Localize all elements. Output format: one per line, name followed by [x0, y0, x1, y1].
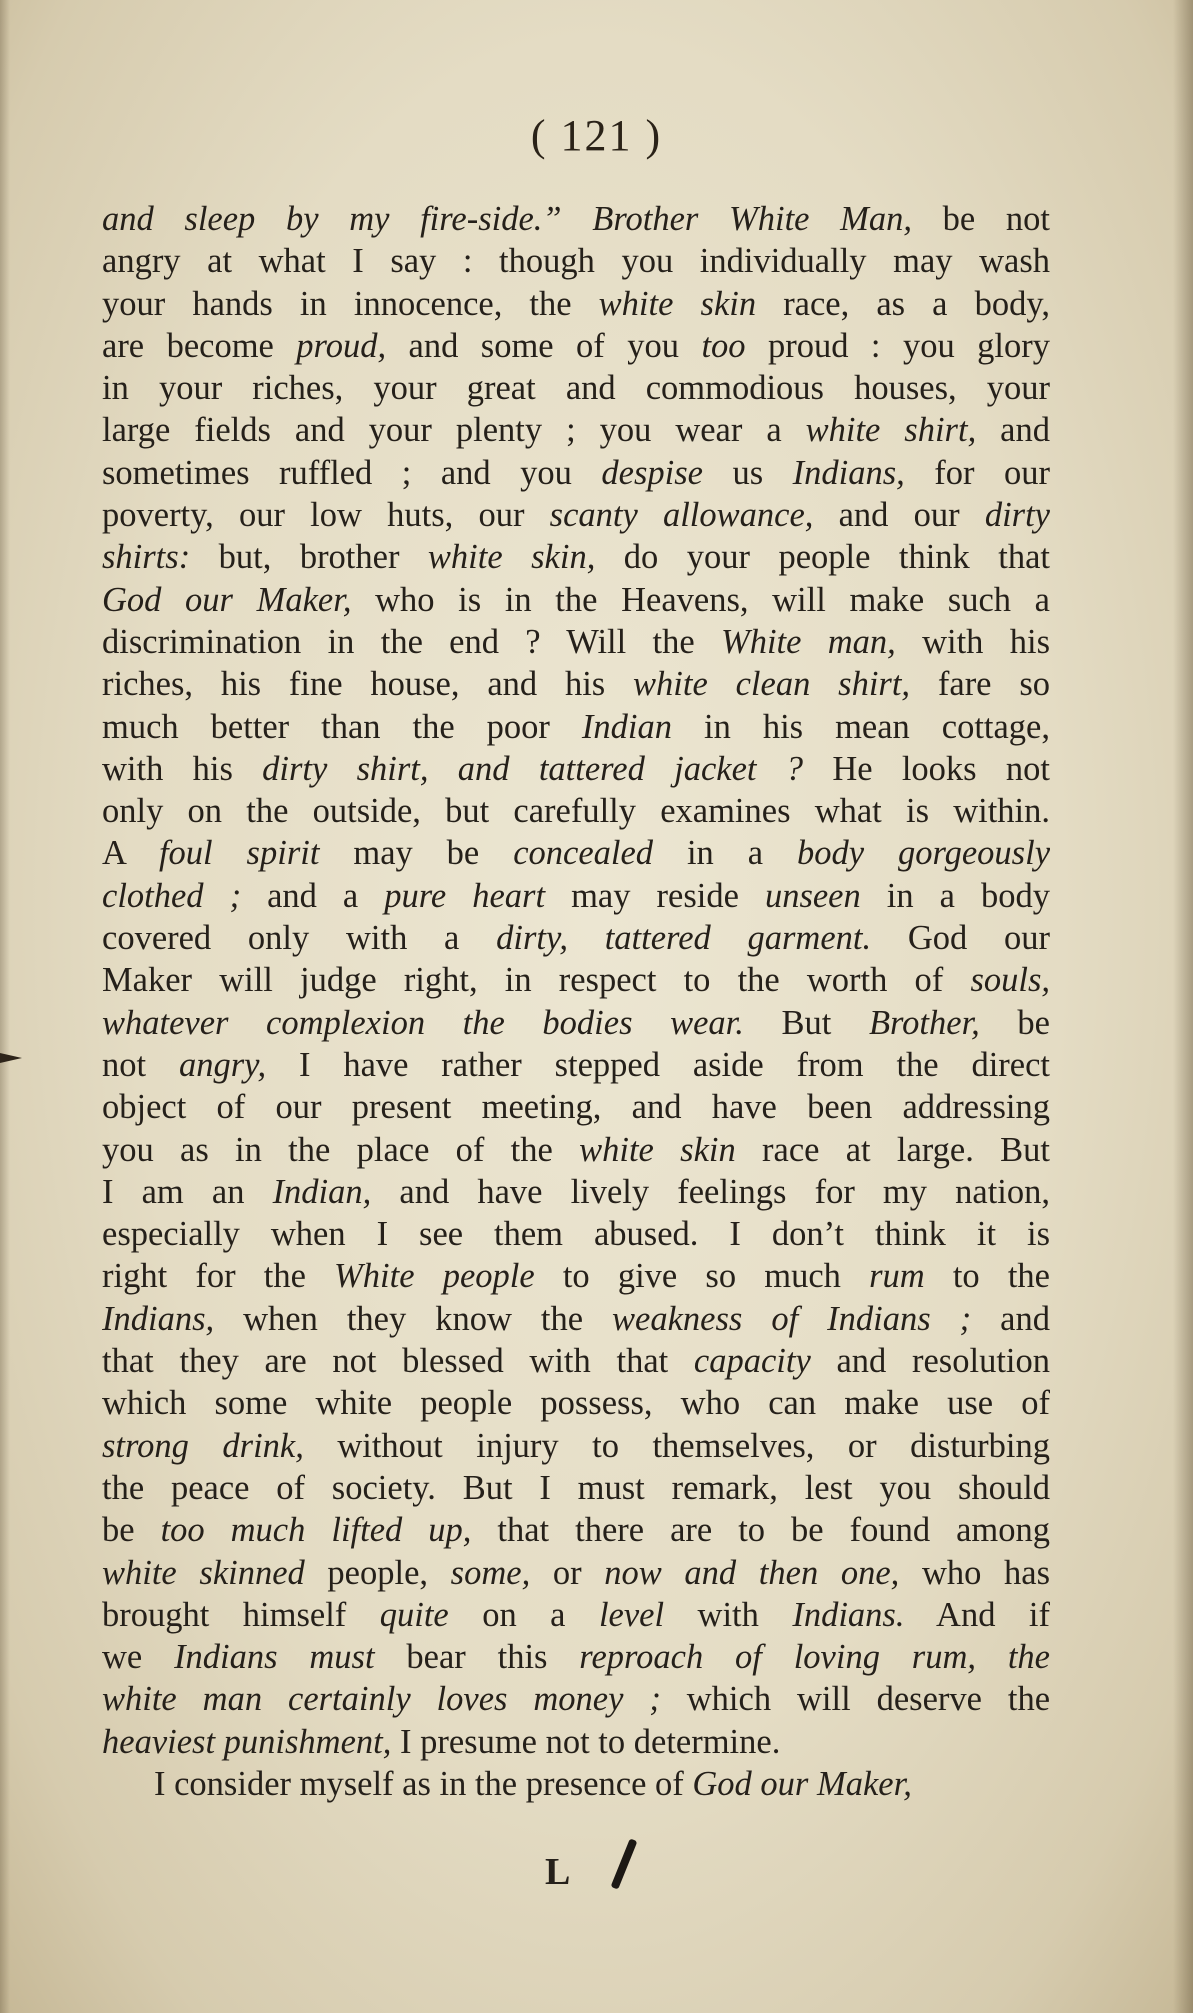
text-line	[102, 198, 1050, 240]
text-run: in your riches, your great and commodious houses, your	[102, 369, 1050, 408]
text-line	[102, 621, 1050, 663]
text-run: right for the	[102, 1257, 335, 1296]
text-run: discrimination in the end ? Will the	[102, 622, 721, 661]
italic-text: weakness of Indians ;	[612, 1299, 972, 1338]
text-line	[102, 1467, 1050, 1509]
text-line	[102, 1509, 1050, 1551]
text-line	[102, 1425, 1050, 1467]
text-run: be	[979, 1003, 1050, 1042]
italic-text: White people	[334, 1257, 535, 1296]
text-run: to the	[924, 1257, 1050, 1296]
text-run: brought himself	[102, 1595, 380, 1634]
text-run: in his mean cottage,	[672, 707, 1050, 746]
text-run: be	[102, 1511, 161, 1550]
page-right-shadow	[1173, 0, 1193, 2013]
text-run: people,	[304, 1553, 451, 1592]
italic-text: dirty shirt, and tattered jacket ?	[262, 749, 804, 788]
italic-text: quite	[379, 1595, 449, 1634]
text-line	[102, 1382, 1050, 1424]
text-run: to give so much	[534, 1257, 870, 1296]
text-run: riches, his fine house, and his	[102, 665, 634, 704]
text-line	[102, 1721, 1050, 1763]
text-run: especially when I see them abused. I don’t think it is	[102, 1215, 1050, 1254]
text-run: the peace of society. But I must remark, lest you should	[102, 1468, 1050, 1507]
text-run: bear this	[374, 1638, 580, 1677]
italic-text: unseen	[764, 876, 861, 915]
text-run: do your people think that	[595, 538, 1050, 577]
text-run: object of our present meeting, and have been addressing	[102, 1088, 1050, 1127]
text-line	[102, 409, 1050, 451]
text-line	[102, 1763, 1050, 1805]
italic-text: white man certainly loves money ;	[102, 1680, 661, 1719]
italic-text: souls,	[970, 961, 1050, 1000]
text-run: and our	[813, 496, 985, 535]
text-run: fare so	[910, 665, 1050, 704]
text-run: angry at what I say : though you individually may wash	[102, 242, 1050, 281]
text-run: that there are to be found among	[471, 1511, 1050, 1550]
text-run: on a	[448, 1595, 599, 1634]
italic-text: concealed	[513, 834, 654, 873]
text-line	[102, 1129, 1050, 1171]
italic-text: Indians.	[792, 1595, 905, 1634]
page-left-shadow	[0, 0, 10, 2013]
text-run: when they know the	[214, 1299, 613, 1338]
text-run: only on the outside, but carefully examines what is within.	[102, 792, 1050, 831]
text-line	[102, 283, 1050, 325]
italic-text: pure heart	[384, 876, 546, 915]
italic-text: Indians,	[792, 453, 905, 492]
text-line	[102, 1636, 1050, 1678]
text-run: God our	[871, 919, 1050, 958]
text-run: I consider myself as in the presence of	[154, 1764, 693, 1803]
text-run: and	[976, 411, 1050, 450]
text-line	[102, 1171, 1050, 1213]
text-line	[102, 1552, 1050, 1594]
text-run: your hands in innocence, the	[102, 284, 599, 323]
ink-stroke	[611, 1838, 638, 1889]
text-run: much better than the poor	[102, 707, 582, 746]
text-run: with his	[102, 749, 263, 788]
text-run: and have lively feelings for my nation,	[371, 1172, 1050, 1211]
italic-text: now and then one,	[604, 1553, 900, 1592]
italic-text: level	[598, 1595, 665, 1634]
text-line	[102, 1340, 1050, 1382]
page-number: ( 121 )	[530, 111, 663, 160]
text-run: which will deserve the	[660, 1680, 1050, 1719]
text-run: not	[102, 1045, 179, 1084]
text-run: sometimes ruffled ; and you	[102, 453, 602, 492]
italic-text: scanty allowance,	[549, 496, 814, 535]
text-run: we	[102, 1638, 175, 1677]
text-line	[102, 663, 1050, 705]
text-run: that they are not blessed with that	[102, 1342, 694, 1381]
text-run: But	[743, 1003, 869, 1042]
italic-text: rum	[869, 1257, 925, 1296]
text-line	[102, 367, 1050, 409]
text-run: in a body	[860, 876, 1050, 915]
italic-text: white skinned	[102, 1553, 305, 1592]
text-run: or	[530, 1553, 605, 1592]
italic-text: Indian,	[272, 1172, 372, 1211]
text-run: for our	[904, 453, 1050, 492]
text-run: may be	[319, 834, 514, 873]
italic-text: strong drink,	[102, 1426, 304, 1465]
text-run: poverty, our low huts, our	[102, 496, 550, 535]
text-line	[102, 240, 1050, 282]
italic-text: reproach of loving rum, the	[579, 1638, 1050, 1677]
text-run: are become	[102, 326, 297, 365]
italic-text: whatever complexion the bodies wear.	[102, 1003, 744, 1042]
italic-text: body gorgeously	[796, 834, 1050, 873]
text-run: be not	[912, 200, 1050, 238]
italic-text: shirts:	[102, 538, 191, 577]
text-run: covered only with a	[102, 919, 497, 958]
text-line	[102, 1044, 1050, 1086]
text-run: Maker will judge right, in respect to the worth of	[102, 961, 971, 1000]
text-run: may reside	[545, 876, 765, 915]
italic-text: white skin	[579, 1130, 736, 1169]
text-run: I have rather stepped aside from the direct	[266, 1045, 1050, 1084]
text-run: large fields and your plenty ; you wear a	[102, 411, 806, 450]
text-run: proud : you glory	[745, 326, 1050, 365]
text-line	[102, 325, 1050, 367]
text-line	[102, 1002, 1050, 1044]
text-run: us	[703, 453, 793, 492]
text-run: A	[102, 834, 159, 873]
text-run: I am an	[102, 1172, 273, 1211]
text-line	[102, 1594, 1050, 1636]
text-run: and a	[241, 876, 385, 915]
signature-mark: L	[545, 1851, 571, 1893]
italic-text: angry,	[178, 1045, 267, 1084]
text-run: and resolution	[810, 1342, 1050, 1381]
italic-text: Indians,	[102, 1299, 215, 1338]
text-run: but, brother	[190, 538, 428, 577]
italic-text: proud,	[296, 326, 387, 365]
text-run: and	[971, 1299, 1050, 1338]
text-line	[102, 1086, 1050, 1128]
italic-text: heaviest punishment,	[102, 1722, 392, 1761]
text-run: And if	[904, 1595, 1050, 1634]
text-run: which some white people possess, who can make use of	[102, 1384, 1050, 1423]
text-line	[102, 748, 1050, 790]
italic-text: Indians must	[174, 1638, 375, 1677]
italic-text: God our Maker,	[102, 580, 352, 619]
italic-text: foul spirit	[158, 834, 320, 873]
text-run: who is in the Heavens, will make such a	[351, 580, 1050, 619]
text-line	[102, 1678, 1050, 1720]
text-run: and some of you	[386, 326, 702, 365]
italic-text: white shirt,	[805, 411, 977, 450]
italic-text: some,	[450, 1553, 531, 1592]
italic-text: white skin	[598, 284, 757, 323]
text-line	[102, 875, 1050, 917]
text-run: with	[664, 1595, 793, 1634]
italic-text: dirty	[984, 496, 1050, 535]
italic-text: White man,	[720, 622, 896, 661]
text-line	[102, 1213, 1050, 1255]
text-line	[102, 706, 1050, 748]
text-run: without injury to themselves, or disturbing	[303, 1426, 1050, 1465]
text-line	[102, 452, 1050, 494]
text-line	[102, 959, 1050, 1001]
italic-text: Indian	[581, 707, 672, 746]
text-line	[102, 494, 1050, 536]
text-line	[102, 790, 1050, 832]
body-text	[102, 198, 1050, 1805]
italic-text: too	[701, 326, 746, 365]
italic-text: capacity	[693, 1342, 811, 1381]
text-line	[102, 917, 1050, 959]
italic-text: Brother White Man,	[592, 200, 912, 238]
text-line	[102, 579, 1050, 621]
italic-text: and sleep by my fire-side.”	[102, 200, 593, 238]
italic-text: clothed ;	[102, 876, 242, 915]
italic-text: too much lifted up,	[160, 1511, 472, 1550]
italic-text: despise	[601, 453, 703, 492]
text-line	[102, 832, 1050, 874]
text-run: who has	[899, 1553, 1050, 1592]
text-line	[102, 1298, 1050, 1340]
italic-text: God our Maker,	[692, 1764, 912, 1803]
italic-text: white clean shirt,	[633, 665, 911, 704]
text-line	[102, 1255, 1050, 1297]
italic-text: Brother,	[868, 1003, 980, 1042]
italic-text: white skin,	[427, 538, 596, 577]
text-run: race at large. But	[735, 1130, 1050, 1169]
text-run: with his	[895, 622, 1050, 661]
text-run: race, as a body,	[756, 284, 1050, 323]
text-run: I presume not to determine.	[391, 1722, 781, 1761]
text-line	[102, 536, 1050, 578]
text-run: you as in the place of the	[102, 1130, 580, 1169]
margin-mark	[0, 1053, 22, 1063]
text-run: in a	[653, 834, 797, 873]
text-run: He looks not	[803, 749, 1050, 788]
italic-text: dirty, tattered garment.	[496, 919, 872, 958]
